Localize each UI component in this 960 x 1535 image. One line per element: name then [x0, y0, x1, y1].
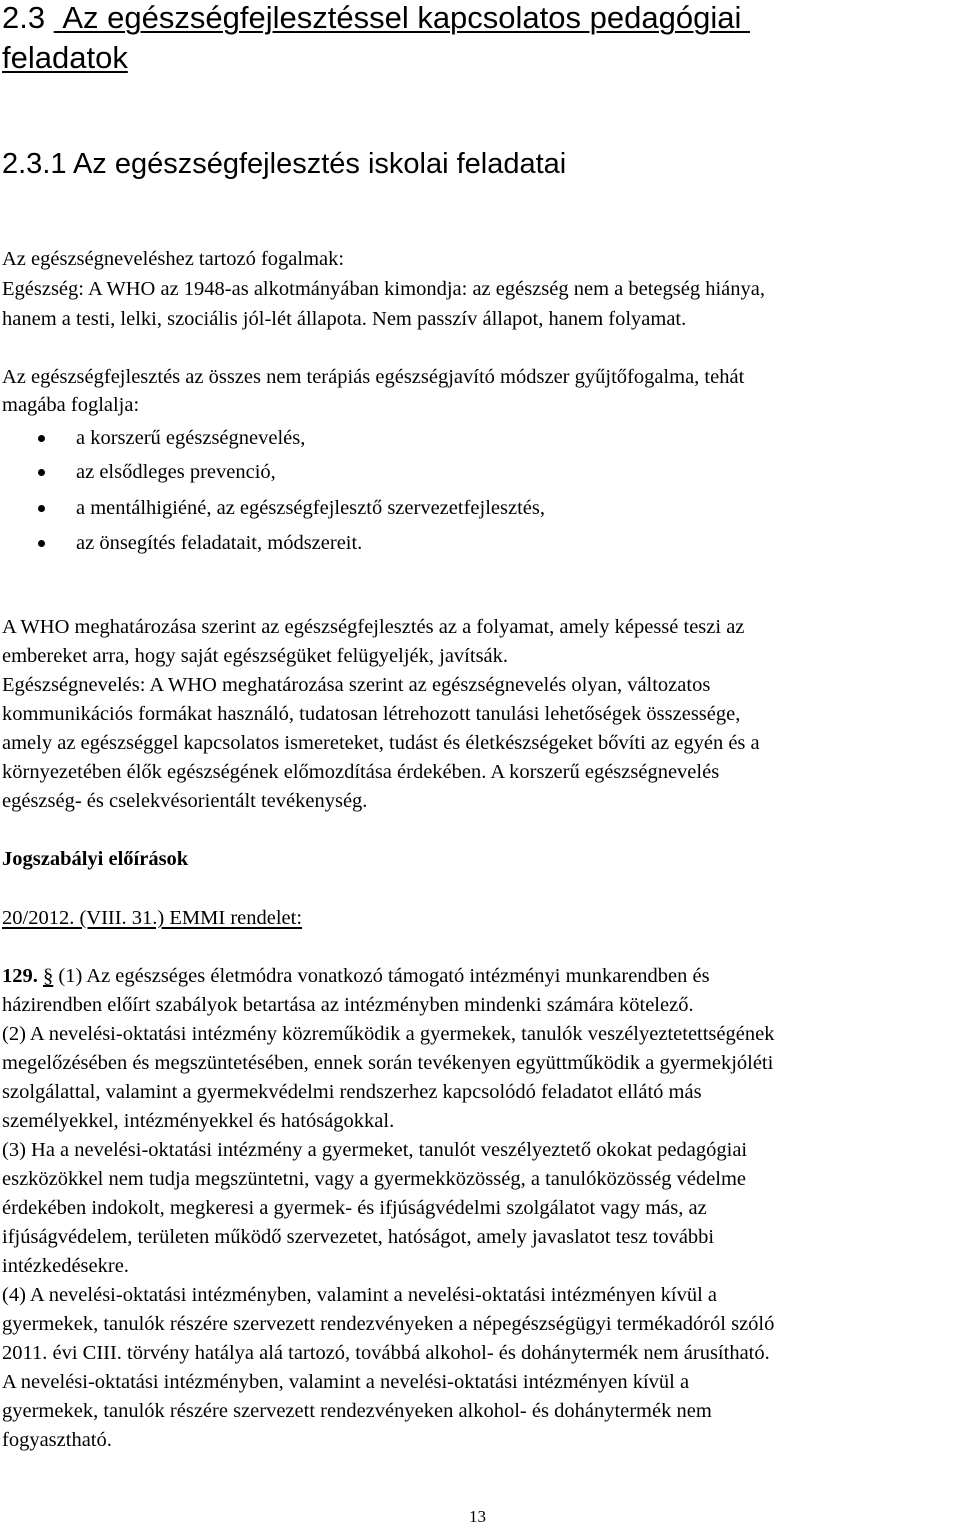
legal-line: fogyasztható. [2, 1429, 112, 1451]
legal-line: érdekében indokolt, megkeresi a gyermek- és ifjúságvédelmi szolgálatot vagy más, az [2, 1197, 707, 1219]
paragraph-number: 129. [2, 965, 38, 987]
definition-line-1: Az egészségfejlesztés az összes nem terápiás egészségjavító módszer gyűjtőfogalma, tehát [2, 366, 745, 388]
legal-line: (4) A nevelési-oktatási intézményben, valamint a nevelési-oktatási intézményen kívül a [2, 1284, 717, 1306]
bullet-icon [38, 540, 45, 547]
who-line-1: A WHO meghatározása szerint az egészségfejlesztés az a folyamat, amely képessé teszi az [2, 616, 745, 638]
legal-line: gyermekek, tanulók részére szervezett rendezvényeken a népegészségügyi termékadóról szóló [2, 1313, 775, 1335]
legal-heading: Jogszabályi előírások [2, 848, 189, 870]
bullet-icon [38, 469, 45, 476]
section-number: 2.3 [2, 0, 46, 35]
who-line-4: kommunikációs formákat használó, tudatosan létrehozott tanulási lehetőségek összessége, [2, 703, 741, 725]
legal-line: eszközökkel nem tudja megszüntetni, vagy a gyermekközösség, a tanulóközösség védelme [2, 1168, 747, 1190]
legal-line: megelőzésében és megszüntetésében, ennek során tevékenyen együttműködik a gyermekjóléti [2, 1052, 774, 1074]
legal-line: szolgálattal, valamint a gyermekvédelmi rendszerhez kapcsolódó feladatot ellátó más [2, 1081, 702, 1103]
bullet-icon [38, 435, 45, 442]
who-line-7: egészség- és cselekvésorientált tevékenység. [2, 790, 368, 812]
legal-line: (2) A nevelési-oktatási intézmény közreműködik a gyermekek, tanulók veszélyeztetettségének [2, 1023, 775, 1045]
definition-line-2: magába foglalja: [2, 394, 140, 416]
page-number: 13 [469, 1507, 486, 1526]
who-line-2: embereket arra, hogy saját egészségüket felügyeljék, javítsák. [2, 645, 509, 667]
legal-line: (3) Ha a nevelési-oktatási intézmény a gyermeket, tanulót veszélyeztető okokat pedagógiai [2, 1139, 748, 1161]
legal-line: házirendben előírt szabályok betartása az intézményben mindenki számára kötelező. [2, 994, 694, 1016]
decree-title: 20/2012. (VIII. 31.) EMMI rendelet: [2, 907, 303, 929]
legal-line-1: 129. § (1) Az egészséges életmódra vonatkozó támogató intézményi munkarendben és [2, 965, 710, 987]
legal-line: ifjúságvédelem, területen működő szervezetet, hatóságot, amely javaslatot tesz további [2, 1226, 715, 1248]
section-sign: § [43, 965, 54, 987]
legal-line: 2011. évi CIII. törvény hatálya alá tartozó, továbbá alkohol- és dohánytermék nem árusítható. [2, 1342, 770, 1364]
intro-line-3: hanem a testi, lelki, szociális jól-lét állapota. Nem passzív állapot, hanem folyamat. [2, 308, 687, 330]
who-line-3: Egészségnevelés: A WHO meghatározása szerint az egészségnevelés olyan, változatos [2, 674, 711, 696]
who-line-5: amely az egészséggel kapcsolatos ismereteket, tudást és életkészségeket bővíti az egyén és a [2, 732, 760, 754]
bullet-icon [38, 505, 45, 512]
section-title-line2: feladatok [2, 40, 128, 75]
who-line-6: környezetében élők egészségének előmozdítása érdekében. A korszerű egészségnevelés [2, 761, 720, 783]
document-page: 2.3 Az egészségfejlesztéssel kapcsolatos pedagógiai feladatok 2.3.1 Az egészségfejlesztés iskolai feladatai Az egészségneveléshez tartozó fogalmak: Egészség: A WHO az 1948-as alkotmányában kimondja: az egészség nem a betegség hiánya, hanem a testi, lelki, szociális jól-lét állapota. Nem passzív állapot, hanem folyamat. Az egészségfejlesztés az összes nem terápiás egészségjavító módszer gyűjtőfogalma, tehát magába foglalja: a korszerű egészségnevelés, az elsődleges prevenció, a mentálhigiéné, az egészségfejlesztő szervezetfejlesztés, az önsegítés feladatait, módszereit. A WHO meghatározása szerint az egészségfejlesztés az a folyamat, amely képessé teszi az embereket arra, hogy saját egészségüket felügyeljék, javítsák. Egészségnevelés: A WHO meghatározása szerint az egészségnevelés olyan, változatos kommunikációs formákat használó, tudatosan létrehozott tanulási lehetőségek összessége, amely az egészséggel kapcsolatos ismereteket, tudást és életkészségeket bővíti az egyén és a környezetében élők egészségének előmozdítása érdekében. A korszerű egészségnevelés egészség- és cselekvésorientált tevékenység. Jogszabályi előírások 20/2012. (VIII. 31.) EMMI rendelet: 129. § (1) Az egészséges életmódra vonatkozó támogató intézményi munkarendben és házirendben előírt szabályok betartása az intézményben mindenki számára kötelező. (2) A nevelési-oktatási intézmény közreműködik a gyermekek, tanulók veszélyeztetettségének megelőzésében és megszüntetésében, ennek során tevékenyen együttműködik a gyermekjóléti szolgálattal, valamint a gyermekvédelmi rendszerhez kapcsolódó feladatot ellátó más személyekkel, intézményekkel és hatóságokkal. (3) Ha a nevelési-oktatási intézmény a gyermeket, tanulót veszélyeztető okokat pedagógiai eszközökkel nem tudja megszüntetni, vagy a gyermekközösség, a tanulóközösség védelme érdekében indokolt, megkeresi a gyermek- és ifjúságvédelmi szolgálatot vagy más, az ifjúságvédelem, területen működő szervezetet, hatóságot, amely javaslatot tesz további intézkedésekre. (4) A nevelési-oktatási intézményben, valamint a nevelési-oktatási intézményen kívül a gyermekek, tanulók részére szervezett rendezvényeken a népegészségügyi termékadóról szóló 2011. évi CIII. törvény hatálya alá tartozó, továbbá alkohol- és dohánytermék nem árusítható. A nevelési-oktatási intézményben, valamint a nevelési-oktatási intézményen kívül a gyermekek, tanulók részére szervezett rendezvényeken alkohol- és dohánytermék nem fogyasztható. 13 [2, 0, 775, 1526]
legal-line: gyermekek, tanulók részére szervezett rendezvényeken alkohol- és dohánytermék nem [2, 1400, 712, 1422]
subsection-title: 2.3.1 Az egészségfejlesztés iskolai feladatai [2, 148, 567, 180]
intro-line-2: Egészség: A WHO az 1948-as alkotmányában kimondja: az egészség nem a betegség hiánya, [2, 278, 765, 300]
legal-line: személyekkel, intézményekkel és hatóságokkal. [2, 1110, 395, 1132]
section-title-line1: Az egészségfejlesztéssel kapcsolatos pedagógiai [62, 0, 742, 35]
section-heading [2, 0, 750, 37]
intro-line-1: Az egészségneveléshez tartozó fogalmak: [2, 248, 345, 270]
legal-line: A nevelési-oktatási intézményben, valamint a nevelési-oktatási intézményen kívül a [2, 1371, 690, 1393]
legal-line: intézkedésekre. [2, 1255, 129, 1277]
